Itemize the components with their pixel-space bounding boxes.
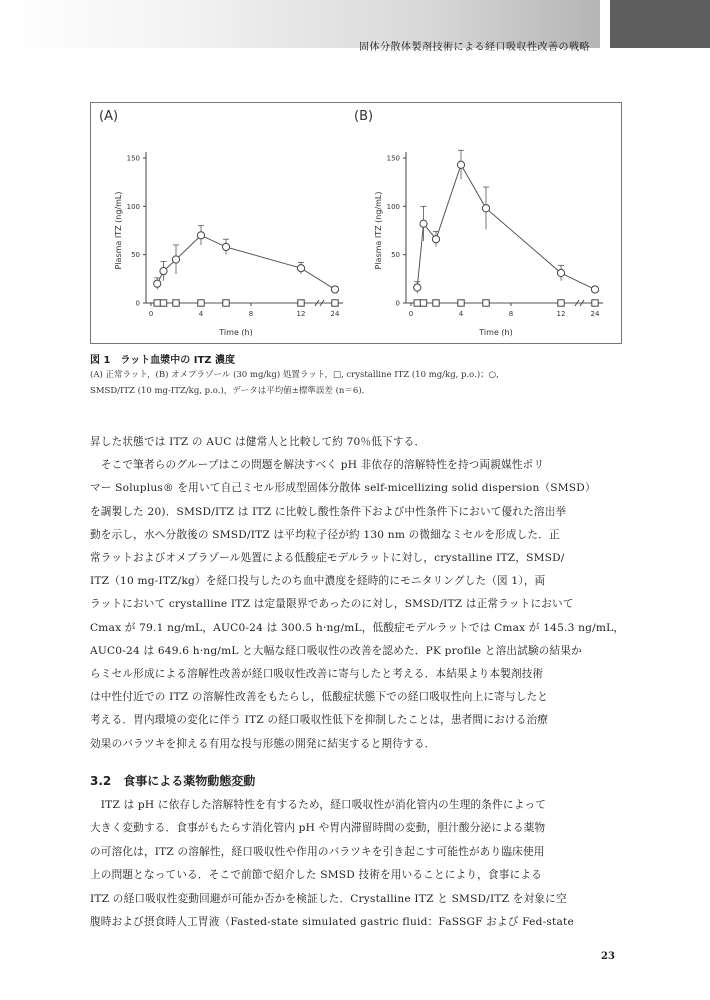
figure-caption-line-2: SMSD/ITZ (10 mg-ITZ/kg, p.o.)，データは平均値±標準誤差 (n＝6)． bbox=[90, 386, 371, 396]
data-point-square bbox=[414, 300, 420, 306]
y-tick-label: 150 bbox=[126, 154, 140, 163]
data-point-circle bbox=[482, 205, 489, 212]
y-axis-label: Plasma ITZ (ng/mL) bbox=[374, 191, 383, 270]
x-tick-label: 8 bbox=[508, 310, 514, 318]
data-point-square bbox=[160, 300, 166, 306]
text-line: ITZ は pH に依存した溶解特性を有するため，経口吸収性が消化管内の生理的条件によって bbox=[90, 799, 547, 811]
header-dark-tab bbox=[610, 0, 710, 48]
chart-panel-a bbox=[91, 103, 351, 343]
y-tick-label: 0 bbox=[395, 299, 400, 308]
data-point-square bbox=[458, 300, 464, 306]
data-point-circle bbox=[197, 232, 204, 239]
data-point-square bbox=[154, 300, 160, 306]
text-line: 昇した状態では ITZ の AUC は健常人と比較して約 70％低下する． bbox=[90, 436, 426, 448]
text-line: 大きく変動する．食事がもたらす消化管内 pH や胃内滞留時間の変動，胆汁酸分泌による薬物 bbox=[90, 822, 546, 835]
data-point-circle bbox=[222, 243, 229, 250]
data-point-circle bbox=[457, 161, 464, 168]
data-point-square bbox=[198, 300, 204, 306]
y-tick-label: 0 bbox=[135, 299, 140, 308]
figure-caption-title: 図 1 ラット血漿中の ITZ 濃度 bbox=[90, 355, 235, 366]
data-point-circle bbox=[591, 286, 598, 293]
x-tick-label: 24 bbox=[330, 310, 340, 318]
figure-frame bbox=[90, 102, 622, 344]
text-line: らミセル形成による溶解性改善が経口吸収性改善に寄与したと考える．本結果より本製剤技術 bbox=[90, 668, 544, 680]
x-axis-label: Time (h) bbox=[479, 328, 513, 337]
x-tick-label: 0 bbox=[148, 310, 154, 318]
x-tick-label: 24 bbox=[590, 310, 600, 318]
data-point-circle bbox=[160, 268, 167, 275]
x-tick-label: 12 bbox=[296, 310, 306, 318]
text-line: Cmax が 79.1 ng/mL，AUC0-24 は 300.5 h·ng/mL，低酸症モデルラットでは Cmax が 145.3 ng/mL， bbox=[90, 621, 625, 634]
x-tick-label: 4 bbox=[458, 310, 464, 318]
text-line: 考える．胃内環境の変化に伴う ITZ の経口吸収性低下を抑制したことは，患者間における治療 bbox=[90, 714, 549, 727]
data-point-square bbox=[332, 300, 338, 306]
text-line: 動を示し，水へ分散後の SMSD/ITZ は平均粒子径が約 130 nm の微細なミセルを形成した．正 bbox=[90, 528, 560, 541]
x-tick-label: 12 bbox=[556, 310, 566, 318]
data-point-circle bbox=[420, 220, 427, 227]
header-bar bbox=[0, 0, 710, 48]
x-tick-label: 4 bbox=[198, 310, 204, 318]
data-point-square bbox=[433, 300, 439, 306]
y-tick-label: 50 bbox=[131, 251, 140, 260]
data-point-circle bbox=[172, 256, 179, 263]
data-point-square bbox=[420, 300, 426, 306]
data-point-square bbox=[223, 300, 229, 306]
page-number: 23 bbox=[601, 951, 615, 962]
y-tick-label: 100 bbox=[386, 202, 400, 211]
section-heading: 3.2 食事による薬物動態変動 bbox=[90, 774, 256, 788]
x-axis-label: Time (h) bbox=[219, 328, 253, 337]
text-line: 常ラットおよびオメプラゾール処置による低酸症モデルラットに対し，crystalline ITZ，SMSD/ bbox=[90, 552, 565, 564]
y-axis-label: Plasma ITZ (ng/mL) bbox=[114, 191, 123, 270]
data-point-circle bbox=[331, 286, 338, 293]
text-line: 上の問題となっている．そこで前節で紹介した SMSD 技術を用いることにより，食事による bbox=[90, 869, 542, 882]
data-point-circle bbox=[297, 265, 304, 272]
chart-panel-b bbox=[351, 103, 611, 343]
text-line: ITZ の経口吸収性変動回避が可能か否かを検証した．Crystalline ITZ と SMSD/ITZ を対象に空 bbox=[90, 892, 567, 905]
figure-caption-line-1: (A) 正常ラット，(B) オメプラゾール (30 mg/kg) 処置ラット，□, crystalline ITZ (10 mg/kg, p.o.)；○, bbox=[90, 370, 499, 380]
text-line: は中性付近での ITZ の溶解性改善をもたらし，低酸症状態下での経口吸収性向上に寄与したと bbox=[90, 691, 549, 704]
y-tick-label: 100 bbox=[126, 202, 140, 211]
running-header-title: 固体分散体製剤技術による経口吸収性改善の戦略 bbox=[359, 42, 590, 53]
data-point-circle bbox=[414, 284, 421, 291]
data-point-circle bbox=[557, 269, 564, 276]
text-line: 腹時および摂食時人工胃液（Fasted-state simulated gastric fluid：FaSSGF および Fed-state bbox=[90, 916, 574, 928]
text-line: そこで筆者らのグループはこの問題を解決すべく pH 非依存的溶解特性を持つ両親媒性ポリ bbox=[90, 459, 545, 472]
y-tick-label: 50 bbox=[391, 251, 400, 260]
data-point-square bbox=[298, 300, 304, 306]
data-point-circle bbox=[154, 280, 161, 287]
data-point-square bbox=[173, 300, 179, 306]
data-point-square bbox=[558, 300, 564, 306]
text-line: の可溶化は，ITZ の溶解性，経口吸収性や作用のバラツキを引き起こす可能性があり臨床使用 bbox=[90, 845, 545, 858]
x-tick-label: 8 bbox=[248, 310, 254, 318]
panel-b-label: (B) bbox=[354, 109, 374, 124]
series-line-smsd bbox=[417, 165, 595, 290]
text-line: ITZ（10 mg-ITZ/kg）を経口投与したのち血中濃度を経時的にモニタリングした（図 1），両 bbox=[90, 575, 546, 588]
x-tick-label: 0 bbox=[408, 310, 414, 318]
text-line: ラットにおいて crystalline ITZ は定量限界であったのに対し，SMSD/ITZ は正常ラットにおいて bbox=[90, 598, 574, 611]
text-line: を調製した 20)．SMSD/ITZ は ITZ に比較し酸性条件下および中性条件下において優れた溶出挙 bbox=[90, 505, 567, 518]
text-line: 効果のバラツキを抑える有用な投与形態の開発に結実すると期待する． bbox=[90, 737, 436, 750]
y-tick-label: 150 bbox=[386, 154, 400, 163]
series-line-smsd bbox=[157, 235, 335, 289]
data-point-square bbox=[483, 300, 489, 306]
text-line: AUC0-24 は 649.6 h·ng/mL と大幅な経口吸収性の改善を認めた．PK profile と溶出試験の結果か bbox=[90, 644, 582, 657]
panel-a-label: (A) bbox=[99, 109, 119, 124]
data-point-circle bbox=[432, 236, 439, 243]
data-point-square bbox=[592, 300, 598, 306]
text-line: マー Soluplus® を用いて自己ミセル形成型固体分散体 self-micellizing solid dispersion（SMSD） bbox=[90, 482, 596, 495]
